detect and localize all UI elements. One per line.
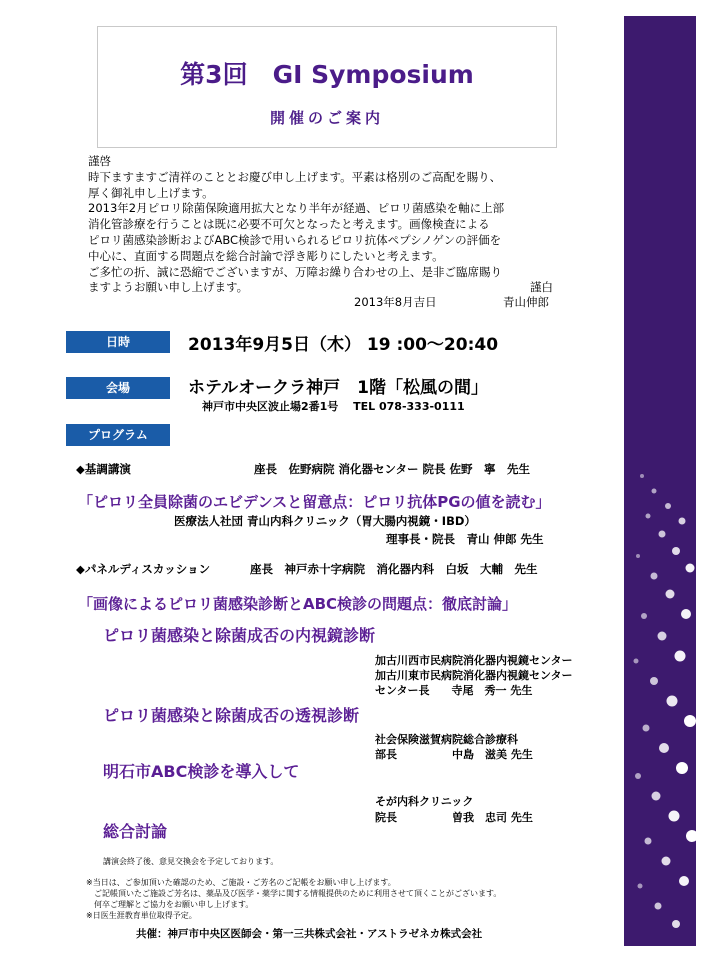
- panel-heading: ◆パネルディスカッション: [76, 562, 211, 576]
- talk-title: 明石市ABC検診を導入して: [103, 762, 300, 781]
- greeting-closing: 謹白: [530, 280, 553, 294]
- talk-title: ピロリ菌感染と除菌成否の内視鏡診断: [103, 626, 376, 645]
- talk-speaker-line: センター長 寺尾 秀一 先生: [375, 684, 533, 697]
- note-line: 何卒ご理解とご協力をお願い申し上げます。: [86, 900, 254, 909]
- greeting-line: ますようお願い申し上げます。: [88, 280, 249, 295]
- page-subtitle: 開催のご案内: [269, 109, 384, 127]
- keynote-speaker: 理事長・院長 青山 伸郎 先生: [386, 532, 544, 546]
- talk-title: ピロリ菌感染と除菌成否の透視診断: [103, 706, 360, 725]
- program-label: プログラム: [66, 424, 170, 446]
- venue-address: 神戸市中央区波止場2番1号 TEL 078-333-0111: [202, 400, 465, 413]
- note-line: ご記帳頂いたご施設ご芳名は、薬品及び医学・薬学に関する情報提供のために利用させて頂くことがございます。: [86, 889, 502, 898]
- greeting-line: 時下ますますご清祥のこととお慶び申し上げます。平素は格別のご高配を賜り、: [88, 169, 502, 184]
- greeting-line: ピロリ菌感染診断およびABC検診で用いられるピロリ抗体ペプシノゲンの評価を: [88, 232, 502, 247]
- panel-title: 「画像によるピロリ菌感染診断とABC検診の問題点：徹底討論」: [78, 595, 518, 613]
- keynote-affiliation: 医療法人社団 青山内科クリニック（胃大腸内視鏡・IBD）: [174, 514, 476, 528]
- venue-name: ホテルオークラ神戸 1階「松風の間」: [188, 378, 488, 398]
- greeting-line: ご多忙の折、誠に恐縮でございますが、万障お繰り合わせの上、是非ご臨席賜り: [88, 264, 502, 279]
- title-box: [97, 26, 557, 148]
- schedule-value: 2013年9月5日（木） 19 :00〜20:40: [188, 335, 499, 355]
- talk-speaker-line: 社会保険滋賀病院総合診療科: [375, 733, 518, 746]
- greeting-line: 2013年2月ピロリ除菌保険適用拡大となり半年が経過、ピロリ菌感染を軸に上部: [88, 201, 505, 216]
- dot-pattern-graphic: [624, 16, 696, 946]
- talk-speaker-line: 加古川東市民病院消化器内視鏡センター: [375, 669, 573, 682]
- keynote-title: 「ピロリ全員除菌のエビデンスと留意点：ピロリ抗体PGの値を読む」: [78, 493, 551, 511]
- note-line: ※当日は、ご参加頂いた確認のため、ご施設・ご芳名のご記帳をお願い申し上げます。: [86, 878, 396, 887]
- talk-speaker-line: 加古川西市民病院消化器内視鏡センター: [375, 654, 573, 667]
- exchange-note: 講演会終了後、意見交換会を予定しております。: [103, 857, 279, 866]
- greeting-line: 中心に、直面する問題点を総合討論で浮き彫りにしたいと考えます。: [88, 248, 444, 263]
- talk-speaker-line: 院長 曽我 忠司 先生: [375, 811, 533, 824]
- greeting-line: 謹啓: [88, 154, 111, 168]
- keynote-chair: 座長 佐野病院 消化器センター 院長 佐野 寧 先生: [254, 462, 531, 476]
- decorative-side-bar: [624, 16, 696, 946]
- greeting-text: [88, 154, 504, 296]
- page-title: 第3回 GI Symposium: [180, 60, 474, 89]
- cosponsor-footer: 共催：神戸市中央区医師会・第一三共株式会社・アストラゼネカ株式会社: [136, 928, 483, 940]
- greeting-line: 消化管診療を行うことは既に必要不可欠となったと考えます。画像検査による: [88, 217, 490, 232]
- note-line: ※日医生涯教育単位取得予定。: [86, 911, 197, 920]
- talk-title: 総合討論: [103, 822, 168, 841]
- talk-speaker-line: そが内科クリニック: [375, 795, 474, 808]
- greeting-date: 2013年8月吉日: [354, 295, 437, 309]
- greeting-author: 青山伸郎: [503, 295, 549, 309]
- talk-speaker-line: 部長 中島 滋美 先生: [375, 748, 533, 761]
- panel-chair: 座長 神戸赤十字病院 消化器内科 白坂 大輔 先生: [250, 562, 538, 576]
- keynote-heading: ◆基調講演: [76, 462, 131, 476]
- schedule-label: 日時: [66, 331, 170, 353]
- venue-label: 会場: [66, 377, 170, 399]
- greeting-line: 厚く御礼申し上げます。: [88, 185, 214, 200]
